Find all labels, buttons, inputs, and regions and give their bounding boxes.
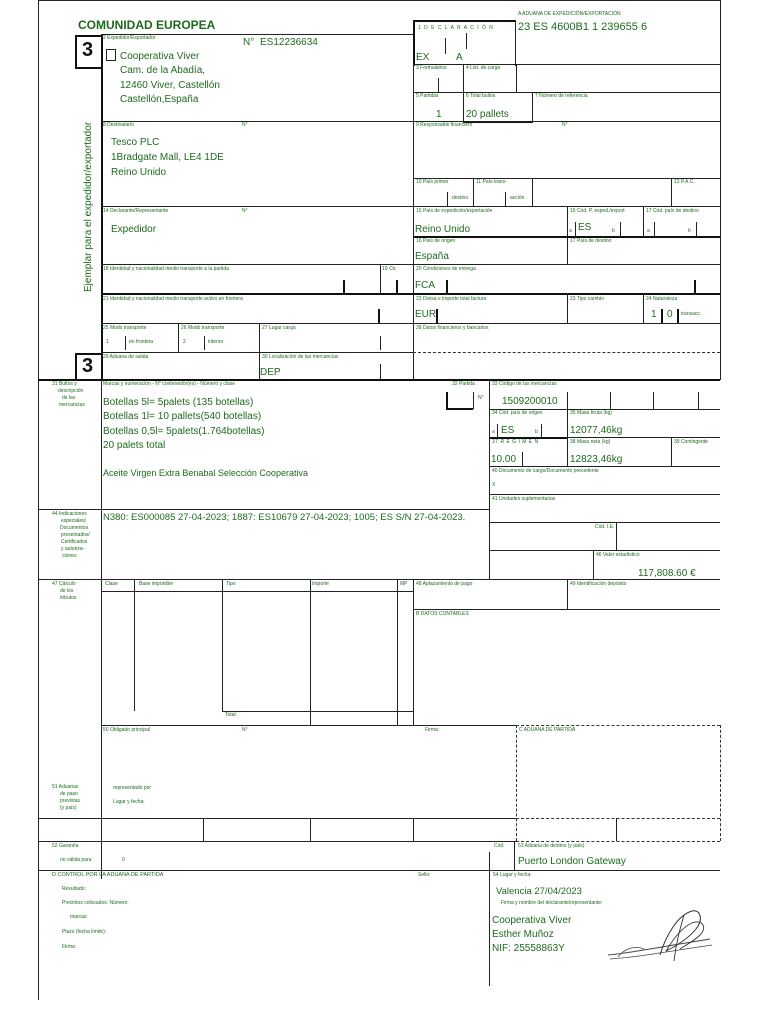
ref-label: 7 Número de referencia [535, 93, 588, 99]
exporter-label: 2 Expedidor/Exportador [103, 35, 156, 41]
control-item-2: Precintos colocados: Número: [62, 900, 129, 906]
exporter-line-3: 12460 Viver, Castellón [120, 80, 220, 91]
consignee-line-1: Tesco PLC [111, 137, 160, 148]
pac-label: 13 P.A.C. [674, 179, 695, 185]
cod-ie-label: Cód. I.E. [595, 524, 615, 530]
currency-value: EUR [415, 309, 437, 320]
nature-label: 24 Naturaleza [646, 296, 678, 302]
exporter-checkbox[interactable] [106, 49, 116, 61]
ind-side-2: especiales/ [61, 518, 87, 524]
goods-line-1: Botellas 5l= 5palets (135 botellas) [103, 397, 254, 408]
origin-value: España [415, 251, 449, 262]
representado-label: representado por [113, 785, 152, 791]
exporter-line-2: Cam. de la Abadía, [120, 65, 206, 76]
tax-side-3: tributos [60, 595, 77, 601]
place-label: 54 Lugar y fecha: [493, 872, 532, 878]
indications-value: N380: ES000085 27-04-2023; 1887: ES10679 27-04-2023; 1005; ES S/N 27-04-2023. [103, 512, 466, 523]
pais-primer-label: 10 País primer [416, 179, 449, 185]
exporter-line-4: Castellón,España [120, 94, 199, 105]
stat-value: 117,808.60 € [638, 568, 696, 579]
partida-label: 32 Partida [452, 381, 475, 387]
accounting-label: B DATOS CONTABLES [416, 611, 469, 617]
consignee-line-3: Reino Unido [111, 167, 167, 178]
consignee-n-label: N° [242, 122, 248, 128]
exporter-n-label: N° [243, 37, 255, 48]
mode-int-value: 2 [183, 339, 186, 345]
customs-label: A ADUANA DE EXPEDICIÓN/EXPORTACIÓN [518, 11, 621, 17]
origin-label: 16 País de origen [416, 238, 456, 244]
tax-col-clase: Clase [105, 581, 118, 587]
sign-label: Firma y nombre del declarante/representante: [501, 900, 603, 906]
gross-label: 35 Masa bruta (kg) [570, 410, 612, 416]
code-value: 1509200010 [502, 396, 558, 407]
principal-firma: Firma: [425, 727, 440, 733]
deferred-label: 48 Aplazamiento de pago [416, 581, 473, 587]
dest-label: 17 País de destino [570, 238, 612, 244]
quota-label: 39 Contingente [674, 439, 708, 445]
aduana-partida-label: C ADUANA DE PARTIDA [519, 727, 576, 733]
pais-trans-label: 11 País trans- [476, 179, 507, 185]
tax-col-mp: MP [400, 581, 408, 587]
country-exp-value: Reino Unido [415, 224, 471, 235]
net-value: 12823,46kg [570, 454, 623, 465]
goods-side-3: de las [62, 395, 76, 401]
formularios-label: 3 Formularios [416, 65, 447, 71]
supp-label: 41 Unidades suplementarias [492, 496, 556, 502]
consignee-label: 8 Destinatario [103, 122, 134, 128]
list-carga-label: 4 List. de carga [466, 65, 501, 71]
stat-label: 46 Valor estadístico [596, 552, 640, 558]
bultos-label: 6 Total bultos [466, 93, 496, 99]
tax-col-tipo: Tipo [226, 581, 236, 587]
bank-label: 28 Datos financieros y bancarios [416, 325, 489, 331]
control-item-5: Firma: [62, 944, 77, 950]
accion-label: acción [510, 195, 525, 201]
code-label: 33 Código de las mercancías [492, 381, 557, 387]
control-item-1: Resultado: [62, 886, 86, 892]
goods-line-4: 20 palets total [103, 440, 166, 451]
origin-code-value: ES [501, 425, 515, 436]
origin-code-a: a [492, 429, 495, 435]
tax-total: Total: [225, 712, 237, 718]
goods-side-4: mercancías [59, 402, 85, 408]
gross-value: 12077,46kg [570, 425, 623, 436]
place-label: 27 Lugar carga [262, 325, 296, 331]
partidas-value: 1 [436, 109, 442, 120]
financial-n-label: N° [562, 122, 568, 128]
cod-label: Cód. [494, 843, 505, 849]
transit-side-2: de paso [60, 791, 78, 797]
cod-exp-a: a [569, 228, 572, 234]
exporter-n-value: ES12236634 [260, 37, 318, 48]
declaracion-b: A [456, 52, 463, 63]
mode-sub: en frontera [129, 339, 154, 345]
cod-exp-b: b [612, 228, 615, 234]
nature-c: transacc. [681, 311, 702, 317]
ind-side-5: Certificados [61, 539, 88, 545]
guarantee-label: 52 Garantía [52, 843, 79, 849]
no-valida-label: no válida para [60, 857, 92, 863]
regime-value: 10.00 [491, 454, 517, 465]
deposit-label: 49 Identificación depósito [570, 581, 627, 587]
control-sello: Sello: [418, 872, 431, 878]
place-value: Valencia 27/04/2023 [496, 886, 582, 897]
ind-side-4: presentados/ [61, 532, 90, 538]
prev-doc-label: 40 Documento de cargo/Documento precedente [492, 468, 599, 474]
exporter-line-1: Cooperativa Viver [120, 51, 200, 62]
lugar-label: Lugar y fecha: [113, 799, 145, 805]
location-label: 30 Localización de las mercancías [262, 354, 339, 360]
control-item-4: Plazo (fecha límite): [62, 929, 107, 935]
nature-a: 1 [651, 309, 657, 320]
currency-label: 22 Divisa e importe total factura [416, 296, 487, 302]
tax-side-1: 47 Cálculo [52, 581, 76, 587]
active-transport-label: 21 Identidad y nacionalidad medio transporte activo en frontera [103, 296, 243, 302]
consignee-line-2: 1Bradgate Mall, LE4 1DE [111, 152, 224, 163]
signer-line-2: Esther Muñoz [492, 929, 554, 940]
goods-side-2: descripción [58, 388, 84, 394]
ind-side-3: Documentos [60, 525, 89, 531]
tax-col-base: Base imponible [139, 581, 174, 587]
transport-identity-label: 18 Identidad y nacionalidad medio transporte a la partida [103, 266, 229, 272]
top-border [38, 0, 720, 1]
origin-code-label: 34 Cód. país de origen [492, 410, 543, 416]
dest-office-value: Puerto London Gateway [518, 856, 626, 867]
mode-label: 25 Modo transporte [103, 325, 147, 331]
no-valida-value: 0 [122, 857, 125, 863]
declaracion-label: 1 D E C L A R A C I Ó N [418, 25, 494, 31]
mode-int-sub: interior [208, 339, 224, 345]
bultos-value: 20 pallets [466, 109, 509, 120]
signer-line-3: NIF: 25558863Y [492, 943, 565, 954]
cod-exp-label: 15 Cód. P. exped./export [570, 208, 625, 214]
destino-label: destino [452, 195, 469, 201]
marks-label: Marcas y numeración - N° contenedor(es) - Número y clase [103, 381, 236, 387]
vertical-copy-label: Ejemplar para el expedidor/exportador [83, 121, 94, 292]
right-border [720, 0, 721, 380]
exit-label: 29 Aduana de salida [103, 354, 149, 360]
signature-image [600, 905, 720, 975]
goods-side-1: 31 Bultos y [52, 381, 77, 387]
left-border [38, 0, 39, 1000]
goods-product: Aceite Virgen Extra Benabal Selección Cooperativa [103, 468, 308, 478]
tax-side-2: de los [60, 588, 74, 594]
conditions-value: FCA [415, 280, 435, 291]
conditions-label: 20 Condiciones de entrega [416, 266, 476, 272]
country-exp-label: 15 País de expedición/exportación [416, 208, 493, 214]
cod-dest-b: b [688, 228, 691, 234]
location-value: DEP [260, 367, 281, 378]
form-title: COMUNIDAD EUROPEA [78, 18, 216, 32]
mode-int-label: 26 Modo transporte [181, 325, 225, 331]
goods-line-2: Botellas 1l= 10 pallets(540 botellas) [103, 411, 262, 422]
financial-label: 9 Responsable financiero [416, 122, 473, 128]
copy-number: 3 [82, 39, 94, 61]
tax-col-importe: Importe [312, 581, 329, 587]
declarant-n-label: N° [242, 208, 248, 214]
control-title: D CONTROL POR LA ADUANA DE PARTIDA [52, 872, 164, 878]
rate-label: 23 Tipo cambio [570, 296, 604, 302]
ind-side-7: ciones [62, 553, 77, 559]
prev-doc-value: X [492, 482, 496, 488]
partidas-label: 5 Partidas [416, 93, 439, 99]
declarant-value: Expedidor [111, 224, 157, 235]
origin-code-b: b [535, 429, 538, 435]
transit-side-3: previstas [60, 798, 81, 804]
ctr-label: 19 Ctr. [382, 266, 397, 272]
transit-side-4: (y país) [60, 805, 77, 811]
transit-side-1: 51 Aduanas [52, 784, 79, 790]
declaracion-a: EX [416, 52, 430, 63]
cod-exp-value: ES [578, 222, 592, 233]
regime-label: 37 R É G I M E N [492, 439, 539, 445]
control-item-3: marcas: [70, 914, 88, 920]
ind-side-6: y autoriza- [61, 546, 85, 552]
ind-side-1: 44 Indicaciones [52, 511, 87, 517]
partida-n: N° [478, 395, 484, 401]
principal-n-label: N° [242, 727, 248, 733]
declarant-label: 14 Declarante/Representante [103, 208, 169, 214]
nature-b: 0 [667, 309, 673, 320]
principal-label: 50 Obligado principal [103, 727, 150, 733]
copy-number-bottom: 3 [82, 355, 94, 377]
mode-value: 1 [106, 339, 109, 345]
net-label: 38 Masa neta (kg) [570, 439, 611, 445]
goods-line-3: Botellas 0,5l= 5palets(1.764botellas) [103, 426, 265, 437]
cod-dest-label: 17 Cód. país de destino [646, 208, 699, 214]
customs-value: 23 ES 4600B1 1 239655 6 [518, 21, 648, 33]
dest-office-label: 53 Aduana de destino (y país) [518, 843, 585, 849]
signer-line-1: Cooperativa Viver [492, 915, 572, 926]
cod-dest-a: a [647, 228, 650, 234]
